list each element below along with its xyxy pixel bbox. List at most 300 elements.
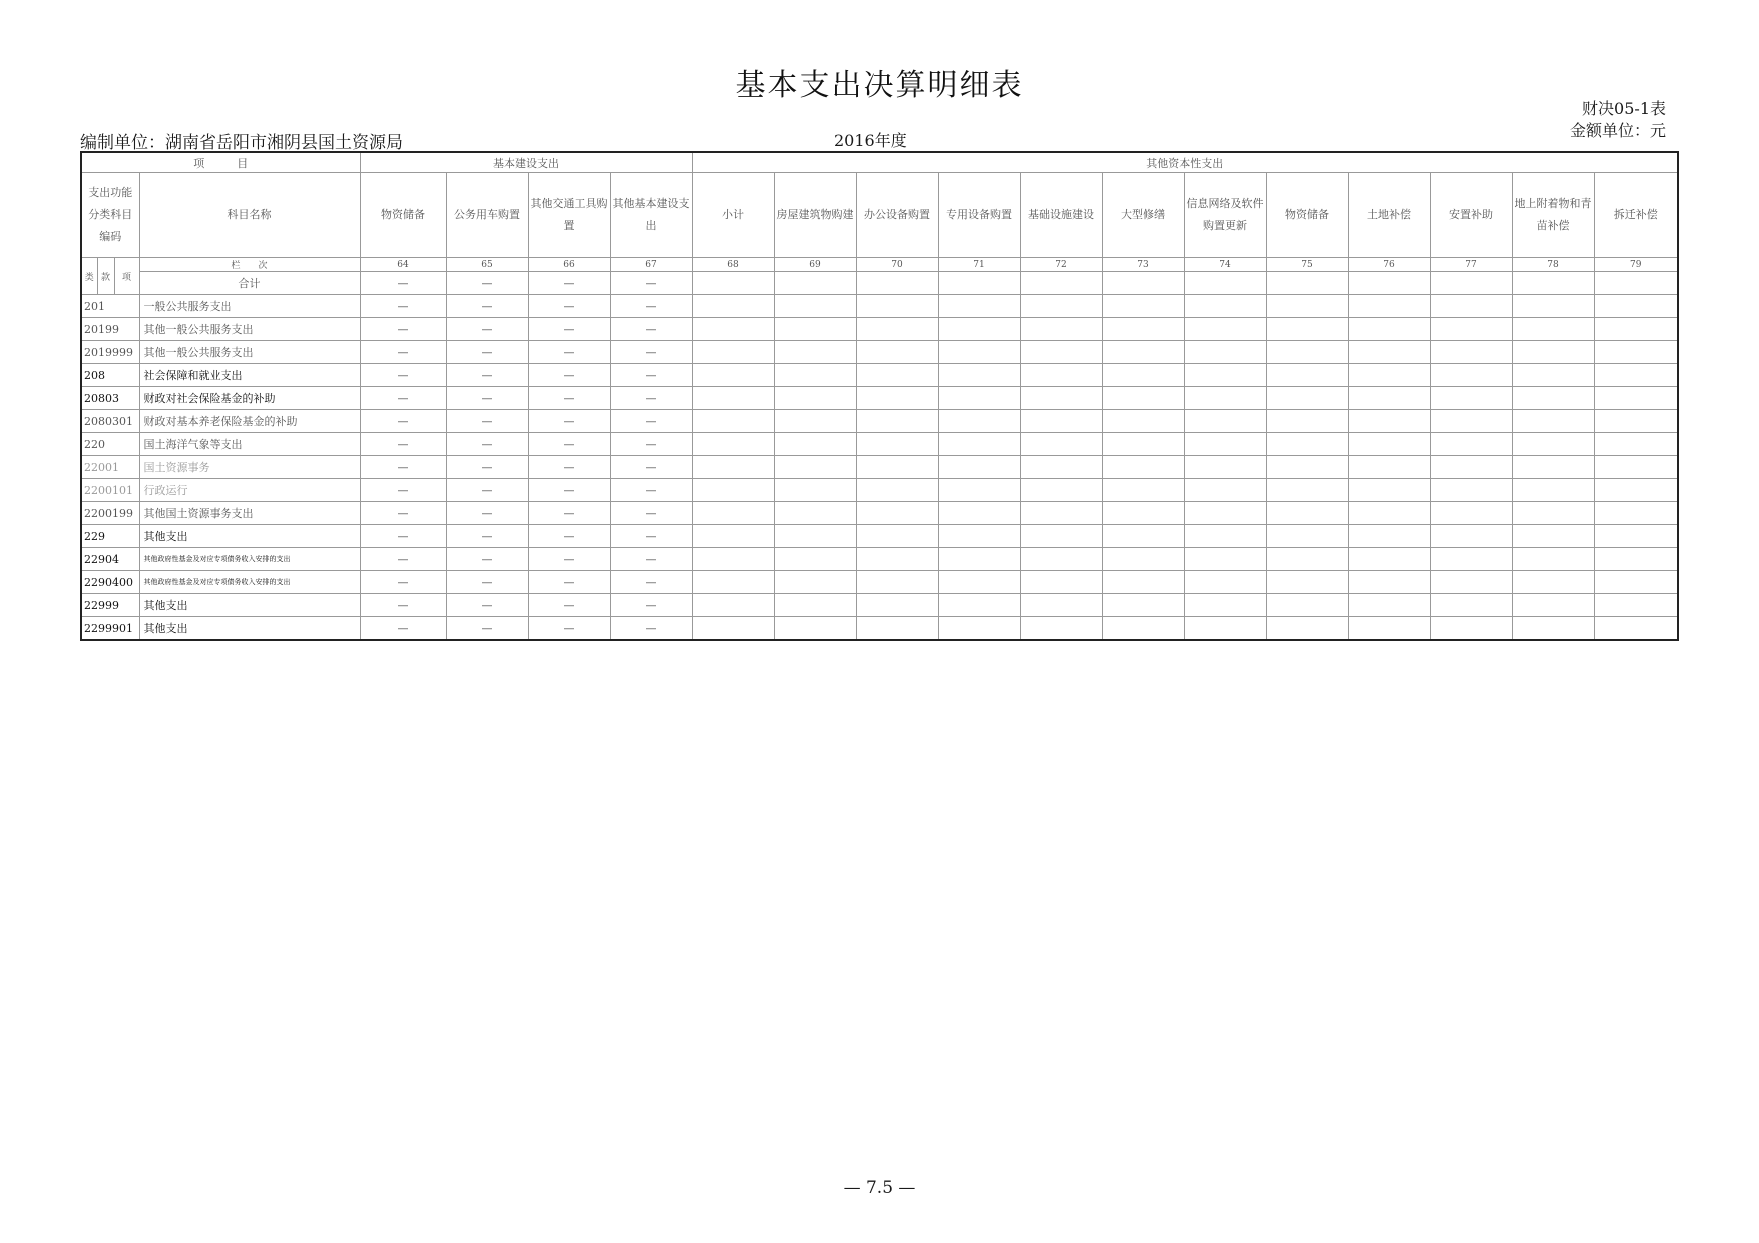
table-row [81,318,1678,341]
table-cell [1348,295,1430,318]
table-cell [1102,318,1184,341]
table-cell [1184,433,1266,456]
column-header: 物资储备 [1266,173,1348,258]
table-cell [856,548,938,571]
table-cell [774,479,856,502]
table-cell: — [528,594,610,617]
table-cell [1266,571,1348,594]
column-header: 安置补助 [1430,173,1512,258]
table-cell [774,456,856,479]
table-cell [938,410,1020,433]
column-header: 其他交通工具购置 [528,173,610,258]
column-header: 物资储备 [360,173,446,258]
table-cell [1348,548,1430,571]
table-cell [856,502,938,525]
table-cell: — [610,410,692,433]
table-cell: — [446,617,528,641]
column-number: 75 [1266,258,1348,272]
table-cell [1512,479,1594,502]
table-cell [1102,341,1184,364]
table-cell: — [446,318,528,341]
column-number: 69 [774,258,856,272]
table-cell [1184,594,1266,617]
table-cell: — [528,364,610,387]
table-cell [1430,341,1512,364]
table-cell [1512,387,1594,410]
table-cell [1266,479,1348,502]
table-cell [856,571,938,594]
table-cell: — [528,479,610,502]
table-cell [692,617,774,641]
item-header: 项 目 [81,152,360,173]
table-cell [1348,456,1430,479]
table-cell [1430,525,1512,548]
subject-name: 财政对社会保险基金的补助 [139,387,360,410]
column-header: 公务用车购置 [446,173,528,258]
column-number: 73 [1102,258,1184,272]
table-cell: — [528,525,610,548]
column-number: 71 [938,258,1020,272]
table-row [81,295,1678,318]
table-cell [856,364,938,387]
table-cell: — [528,548,610,571]
table-cell: — [446,525,528,548]
table-cell [1430,479,1512,502]
table-cell [1594,318,1678,341]
table-cell [774,617,856,641]
table-cell [938,479,1020,502]
table-row [81,479,1678,502]
table-cell [938,456,1020,479]
subject-code: 22999 [81,594,139,617]
subject-code: 20803 [81,387,139,410]
table-cell: — [528,456,610,479]
table-cell [692,318,774,341]
table-cell [1594,364,1678,387]
page-number: — 7.5 — [843,1178,916,1198]
table-cell: — [446,364,528,387]
table-cell [938,295,1020,318]
table-cell [1594,410,1678,433]
table-cell [1184,272,1266,295]
table-cell [1348,502,1430,525]
table-cell [938,272,1020,295]
table-cell: — [360,318,446,341]
table-cell [856,318,938,341]
table-cell [1594,594,1678,617]
table-cell [1266,341,1348,364]
table-cell [938,525,1020,548]
table-cell [692,594,774,617]
form-number: 财决05-1表 [1582,99,1666,118]
table-cell [1266,617,1348,641]
table-cell [692,295,774,318]
table-row [81,410,1678,433]
column-header: 土地补偿 [1348,173,1430,258]
table-row [81,502,1678,525]
table-cell [1184,456,1266,479]
table-cell [1512,295,1594,318]
table-cell: — [360,387,446,410]
table-cell [774,410,856,433]
table-cell: — [610,456,692,479]
column-header: 小计 [692,173,774,258]
name-header: 科目名称 [139,173,360,258]
table-cell [856,433,938,456]
table-cell [1430,548,1512,571]
fiscal-year: 2016年度 [834,131,907,150]
table-cell [1594,525,1678,548]
subject-name: 其他支出 [139,617,360,641]
table-cell: — [528,341,610,364]
table-cell [1512,272,1594,295]
code-header: 支出功能分类科目编码 [81,173,139,258]
table-cell [1266,410,1348,433]
table-cell [692,364,774,387]
table-cell [1430,387,1512,410]
subject-code: 22001 [81,456,139,479]
table-cell [1020,548,1102,571]
table-cell [1184,548,1266,571]
table-cell [1020,617,1102,641]
table-cell [1184,502,1266,525]
table-cell: — [446,479,528,502]
table-cell [1348,387,1430,410]
table-cell [1512,617,1594,641]
table-cell: — [610,548,692,571]
table-cell [1348,617,1430,641]
table-cell: — [360,433,446,456]
table-cell [856,341,938,364]
column-header: 专用设备购置 [938,173,1020,258]
table-cell [938,364,1020,387]
table-cell: — [610,571,692,594]
table-cell: — [528,387,610,410]
column-header: 拆迁补偿 [1594,173,1678,258]
column-number: 76 [1348,258,1430,272]
table-cell [1512,502,1594,525]
table-cell [1020,318,1102,341]
table-cell [938,548,1020,571]
table-cell [856,387,938,410]
table-cell [774,594,856,617]
table-cell [938,571,1020,594]
table-cell [1020,387,1102,410]
table-cell: — [446,571,528,594]
table-cell: — [610,295,692,318]
amount-unit: 金额单位：元 [1569,121,1666,140]
table-cell [1348,525,1430,548]
table-cell [856,295,938,318]
table-cell [774,318,856,341]
table-cell [1020,433,1102,456]
subject-name: 社会保障和就业支出 [139,364,360,387]
table-cell [692,387,774,410]
table-cell: — [610,433,692,456]
table-cell [1102,387,1184,410]
table-cell [774,295,856,318]
table-row [81,433,1678,456]
table-cell [1594,617,1678,641]
table-cell [1348,364,1430,387]
table-cell: — [360,341,446,364]
table-cell [1594,295,1678,318]
column-number: 70 [856,258,938,272]
table-row [81,525,1678,548]
table-cell [1348,318,1430,341]
table-cell [692,341,774,364]
table-cell [1184,571,1266,594]
table-cell: — [360,272,446,295]
table-cell [1266,594,1348,617]
table-cell [856,479,938,502]
table-cell [1430,456,1512,479]
subject-code: 20199 [81,318,139,341]
table-cell: — [528,410,610,433]
table-cell [1102,364,1184,387]
table-cell [692,456,774,479]
table-cell [1020,456,1102,479]
table-cell [856,456,938,479]
table-cell: — [360,479,446,502]
table-cell [1430,318,1512,341]
table-cell [1594,387,1678,410]
column-header: 其他基本建设支出 [610,173,692,258]
table-cell [1184,364,1266,387]
table-cell: — [360,410,446,433]
table-cell: — [360,548,446,571]
table-cell [856,525,938,548]
table-cell: — [528,433,610,456]
table-cell [1594,571,1678,594]
table-row [81,387,1678,410]
table-cell [1512,548,1594,571]
table-cell [938,502,1020,525]
table-row [81,364,1678,387]
subject-code: 229 [81,525,139,548]
subject-code: 2200101 [81,479,139,502]
table-row [81,571,1678,594]
table-cell [938,433,1020,456]
subject-name: 其他支出 [139,594,360,617]
table-cell [1348,479,1430,502]
table-cell [692,433,774,456]
table-cell [692,548,774,571]
column-number: 77 [1430,258,1512,272]
table-cell: — [528,318,610,341]
table-cell [1102,571,1184,594]
table-cell [938,387,1020,410]
table-cell: — [528,272,610,295]
table-cell [1512,571,1594,594]
table-cell [774,502,856,525]
table-row [81,341,1678,364]
table-cell [1348,571,1430,594]
table-cell: — [528,295,610,318]
table-cell: — [446,433,528,456]
table-cell [1102,410,1184,433]
column-header: 办公设备购置 [856,173,938,258]
subject-name: 其他一般公共服务支出 [139,341,360,364]
subject-name: 其他政府性基金及对应专项债务收入安排的支出 [139,548,360,571]
table-cell [1184,387,1266,410]
table-cell: — [360,364,446,387]
column-number: 68 [692,258,774,272]
column-number: 72 [1020,258,1102,272]
subject-name: 其他政府性基金及对应专项债务收入安排的支出 [139,571,360,594]
table-row [81,456,1678,479]
table-cell: — [446,410,528,433]
subject-name: 一般公共服务支出 [139,295,360,318]
subject-code: 220 [81,433,139,456]
table-cell [1512,456,1594,479]
table-row [81,594,1678,617]
table-cell [1102,479,1184,502]
table-cell [1184,341,1266,364]
subject-code: 201 [81,295,139,318]
subject-name: 其他国土资源事务支出 [139,502,360,525]
column-number: 79 [1594,258,1678,272]
table-cell [1348,341,1430,364]
expenditure-table [80,151,1679,641]
organization: 编制单位：湖南省岳阳市湘阴县国土资源局 [80,133,403,153]
table-cell [1512,318,1594,341]
subject-code: 208 [81,364,139,387]
table-cell [692,571,774,594]
table-cell [1184,617,1266,641]
table-cell: — [446,548,528,571]
table-cell: — [446,502,528,525]
subject-name: 其他一般公共服务支出 [139,318,360,341]
subject-name: 其他支出 [139,525,360,548]
column-order-label: 栏 次 [139,258,360,272]
table-cell: — [446,272,528,295]
table-cell [1594,502,1678,525]
table-cell [692,272,774,295]
table-cell: — [446,456,528,479]
table-cell [774,433,856,456]
table-cell [1266,456,1348,479]
table-cell: — [528,571,610,594]
table-cell: — [360,571,446,594]
subject-code: 2290400 [81,571,139,594]
table-cell [774,525,856,548]
table-cell [1102,295,1184,318]
table-cell [1184,525,1266,548]
subject-code: 22904 [81,548,139,571]
table-cell [1266,318,1348,341]
table-cell [938,341,1020,364]
subject-name: 国土海洋气象等支出 [139,433,360,456]
table-cell: — [446,341,528,364]
table-cell [774,548,856,571]
table-cell [1266,295,1348,318]
table-cell: — [610,341,692,364]
table-cell [692,410,774,433]
table-cell [1184,295,1266,318]
table-cell [856,272,938,295]
table-cell [774,341,856,364]
table-cell [1266,387,1348,410]
table-row [81,548,1678,571]
table-cell [1594,548,1678,571]
table-cell [1512,410,1594,433]
table-cell [1266,525,1348,548]
table-cell [1020,479,1102,502]
col-kuan: 款 [97,258,114,295]
table-cell [1430,410,1512,433]
table-cell [1020,272,1102,295]
total-label: 合计 [139,272,360,295]
col-lei: 类 [81,258,97,295]
table-cell: — [610,387,692,410]
table-cell [1020,525,1102,548]
table-cell [1594,479,1678,502]
table-cell [1430,433,1512,456]
subject-code: 2019999 [81,341,139,364]
column-number: 66 [528,258,610,272]
table-cell [1512,433,1594,456]
table-cell [856,617,938,641]
table-cell [1020,364,1102,387]
table-cell: — [610,318,692,341]
subject-name: 国土资源事务 [139,456,360,479]
column-header: 房屋建筑物购建 [774,173,856,258]
group-other-capital: 其他资本性支出 [692,152,1678,173]
table-cell: — [446,295,528,318]
column-number: 65 [446,258,528,272]
table-cell: — [360,525,446,548]
table-cell [774,364,856,387]
table-cell [1348,594,1430,617]
table-cell [774,387,856,410]
table-cell [1102,433,1184,456]
table-cell [692,502,774,525]
column-number: 78 [1512,258,1594,272]
subject-name: 财政对基本养老保险基金的补助 [139,410,360,433]
table-cell: — [610,364,692,387]
table-cell [1512,594,1594,617]
table-cell [1430,594,1512,617]
table-cell [774,272,856,295]
table-cell [1020,502,1102,525]
table-cell [1184,318,1266,341]
table-row [81,617,1678,641]
table-cell [938,617,1020,641]
table-cell [774,571,856,594]
column-number: 64 [360,258,446,272]
table-cell: — [360,594,446,617]
table-cell [1594,272,1678,295]
table-cell [1020,594,1102,617]
table-cell [1102,525,1184,548]
table-cell: — [610,502,692,525]
table-cell [1102,272,1184,295]
table-cell [1594,341,1678,364]
col-xiang: 项 [114,258,139,295]
table-cell: — [446,594,528,617]
table-cell [1184,479,1266,502]
subject-code: 2299901 [81,617,139,641]
table-cell [1266,502,1348,525]
table-cell [1020,341,1102,364]
table-cell [1102,456,1184,479]
subject-code: 2080301 [81,410,139,433]
table-cell [1266,433,1348,456]
column-header: 信息网络及软件购置更新 [1184,173,1266,258]
column-number: 67 [610,258,692,272]
table-cell [1184,410,1266,433]
